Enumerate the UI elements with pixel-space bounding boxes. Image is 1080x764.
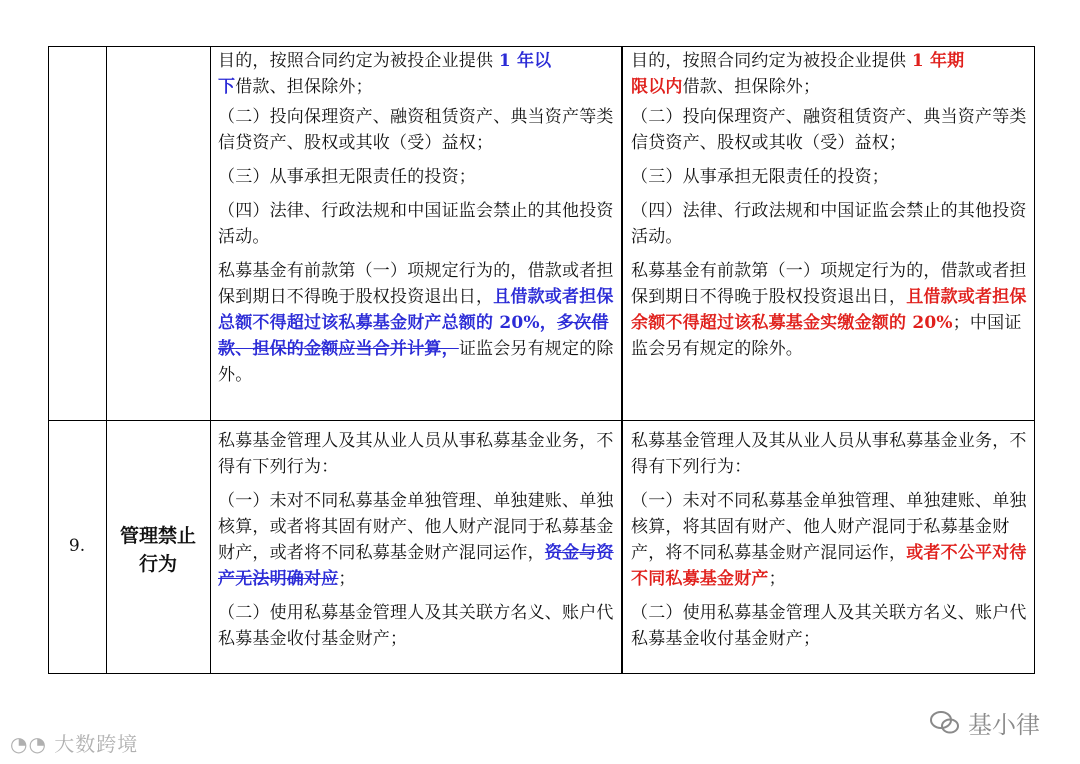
comparison-table — [48, 46, 1035, 674]
row9-new-text — [631, 428, 1029, 652]
new-item-5: 私募基金有前款第（一）项规定行为的，借款或者担保到期日不得晚于股权投资退出日，且借款或者担保余额不得超过该私募基金实缴金额的 20%；中国证监会另有规定的除外。 — [631, 261, 1027, 359]
new-item-3: （三）从事承担无限责任的投资； — [631, 167, 889, 187]
old-item-2: （二）投向保理资产、融资租赁资产、典当资产等类信贷资产、股权或其收（受）益权； — [218, 107, 614, 153]
row9-new-item-2: （二）使用私募基金管理人及其关联方名义、账户代私募基金收付基金财产； — [631, 603, 1027, 649]
row9-old-item-2: （二）使用私募基金管理人及其关联方名义、账户代私募基金收付基金财产； — [218, 603, 614, 649]
row-title: 管理禁止 行为 — [119, 525, 196, 575]
new-item-4: （四）法律、行政法规和中国证监会禁止的其他投资活动。 — [631, 201, 1027, 247]
wechat-icon — [930, 710, 960, 736]
watermark-left: ◔◔ 大数跨境 — [10, 732, 139, 756]
prev-row-new-text: 目的，按照合同约定为被投企业提供 1 年期 限以内借款、担保除外； （二）投向保理资产、融资租赁资产、典当资产等类信贷资产、股权或其收（受）益权； （三）从事承担无限责任的投资； （四）法律、行政法规和中国证监会禁止的其他投资活动。 私募基金有前款第（一）项规定行为的，借款或者担保到期日不得晚于股权投资退出日，且借款或者担保余额不得超过该私募基金实缴金额的 20%；中国证监会另有规定的除外。 — [631, 48, 1029, 362]
brand-icon: ◔◔ — [10, 732, 47, 756]
row-number: 9. — [68, 536, 86, 556]
row9-new-item-1: （一）未对不同私募基金单独管理、单独建账、单独核算，将其固有财产、他人财产混同于私募基金财产，将不同私募基金财产混同运作，或者不公平对待不同私募基金财产； — [631, 491, 1027, 589]
row9-old-text — [218, 428, 616, 652]
new-item-2: （二）投向保理资产、融资租赁资产、典当资产等类信贷资产、股权或其收（受）益权； — [631, 107, 1027, 153]
row9-old-intro: 私募基金管理人及其从业人员从事私募基金业务，不得有下列行为： — [218, 431, 614, 477]
old-item-4: （四）法律、行政法规和中国证监会禁止的其他投资活动。 — [218, 201, 614, 247]
old-item-5: 私募基金有前款第（一）项规定行为的，借款或者担保到期日不得晚于股权投资退出日，且借款或者担保总额不得超过该私募基金财产总额的 20%，多次借款、担保的金额应当合并计算，证监会另有规定的除外。 — [218, 261, 614, 385]
prev-row-old-text: 目的，按照合同约定为被投企业提供 1 年以 下借款、担保除外； （二）投向保理资产、融资租赁资产、典当资产等类信贷资产、股权或其收（受）益权； （三）从事承担无限责任的投资； （四）法律、行政法规和中国证监会禁止的其他投资活动。 私募基金有前款第（一）项规定行为的，借款或者担保到期日不得晚于股权投资退出日，且借款或者担保总额不得超过该私募基金财产总额的 20%，多次借款、担保的金额应当合并计算，证监会另有规定的除外。 — [218, 48, 616, 388]
row9-new-intro: 私募基金管理人及其从业人员从事私募基金业务，不得有下列行为： — [631, 431, 1027, 477]
row9-old-item-1: （一）未对不同私募基金单独管理、单独建账、单独核算，或者将其固有财产、他人财产混同于私募基金财产，或者将不同私募基金财产混同运作，资金与资产无法明确对应； — [218, 491, 614, 589]
watermark-right: 基小律 — [930, 705, 1040, 740]
old-item-3: （三）从事承担无限责任的投资； — [218, 167, 476, 187]
